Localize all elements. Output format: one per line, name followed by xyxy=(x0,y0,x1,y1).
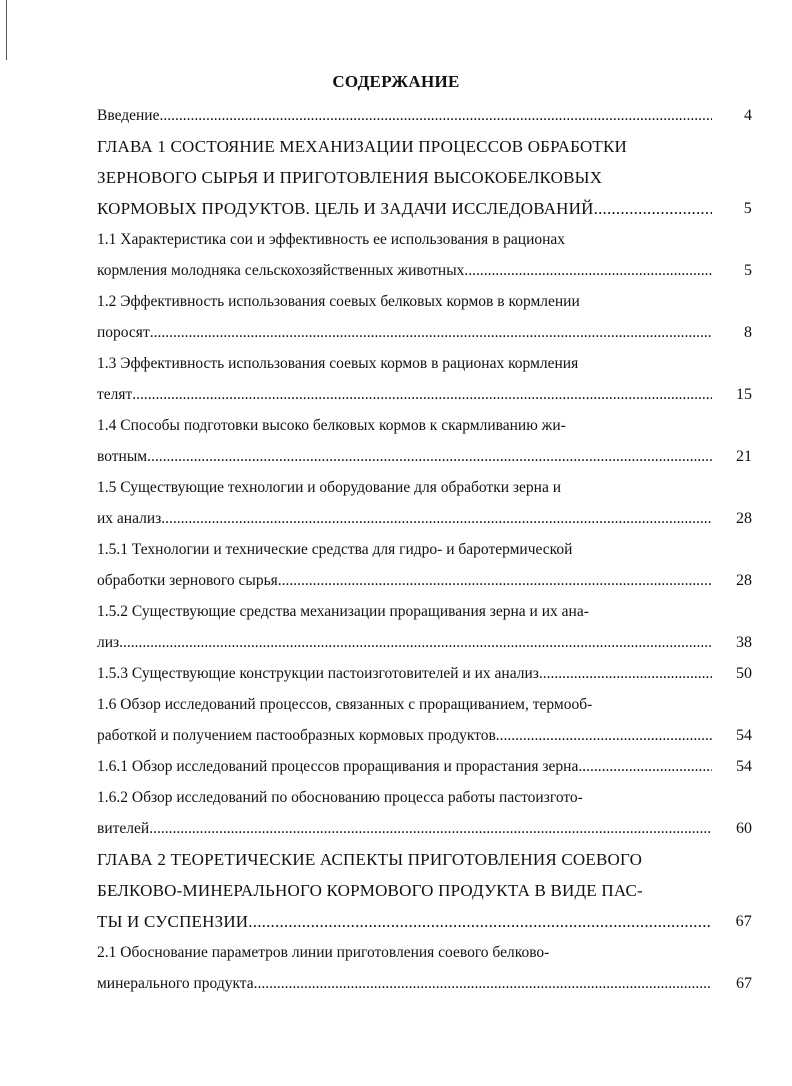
toc-entry-text: работкой и получением пастообразных кормовых продуктов xyxy=(97,727,496,744)
toc-entry-line xyxy=(97,162,752,193)
toc-page-number: 60 xyxy=(736,820,752,837)
dot-leader xyxy=(147,441,712,472)
toc-entry-line xyxy=(97,720,752,751)
toc-entry-text: 1.5.3 Существующие конструкции пастоизготовителей и их анализ xyxy=(97,665,539,682)
dot-leader xyxy=(161,503,712,534)
toc-entry-text: ТЫ И СУСПЕНЗИИ xyxy=(97,912,249,931)
toc-entry-line xyxy=(97,193,752,224)
toc-entry-line xyxy=(97,410,752,441)
toc-page-number: 54 xyxy=(736,727,752,744)
toc-page-number: 54 xyxy=(736,758,752,775)
toc-entry-line xyxy=(97,534,752,565)
dot-leader xyxy=(464,255,712,286)
toc-entry-line xyxy=(97,348,752,379)
toc-page-number: 38 xyxy=(736,634,752,651)
toc-entry-text: БЕЛКОВО-МИНЕРАЛЬНОГО КОРМОВОГО ПРОДУКТА В ВИДЕ ПАС- xyxy=(97,881,643,900)
toc-entry-text: их анализ xyxy=(97,510,162,527)
toc-entry-line xyxy=(97,658,752,689)
dot-leader xyxy=(539,658,712,689)
toc-entry-line xyxy=(97,937,752,968)
toc-entry-text: 1.3 Эффективность использования соевых кормов в рационах кормления xyxy=(97,355,579,372)
toc-entry-line xyxy=(97,472,752,503)
dot-leader xyxy=(578,751,712,782)
dot-leader xyxy=(594,193,712,224)
toc-page-number: 67 xyxy=(736,975,752,992)
toc-entry-text: 1.4 Способы подготовки высоко белковых кормов к скармливанию жи- xyxy=(97,417,566,434)
toc-entry-text: 1.5 Существующие технологии и оборудование для обработки зерна и xyxy=(97,479,562,496)
toc-page-number: 15 xyxy=(736,386,752,403)
toc-entry-text: 1.2 Эффективность использования соевых белковых кормов в кормлении xyxy=(97,293,580,310)
toc-entry-text: обработки зернового сырья xyxy=(97,572,278,589)
toc-entry-text: 1.6 Обзор исследований процессов, связанных с проращиванием, термооб- xyxy=(97,696,593,713)
toc-entry-text: 2.1 Обоснование параметров линии приготовления соевого белково- xyxy=(97,944,550,961)
toc-entry-text: 1.6.2 Обзор исследований по обоснованию процесса работы пастоизгото- xyxy=(97,789,583,806)
toc-entry-text: вотным xyxy=(97,448,148,465)
toc-entry-line xyxy=(97,906,752,937)
toc-page-number: 5 xyxy=(743,200,752,217)
toc-entry-text: ЗЕРНОВОГО СЫРЬЯ И ПРИГОТОВЛЕНИЯ ВЫСОКОБЕЛКОВЫХ xyxy=(97,168,603,187)
toc-page-number: 50 xyxy=(736,665,752,682)
toc-entry-line xyxy=(97,255,752,286)
toc-entry-line xyxy=(97,441,752,472)
toc-title: СОДЕРЖАНИЕ xyxy=(332,72,460,91)
toc-entry-line xyxy=(97,751,752,782)
table-of-contents xyxy=(97,100,752,999)
dot-leader xyxy=(159,100,712,131)
toc-page-number: 67 xyxy=(735,913,752,930)
toc-entry-line xyxy=(97,968,752,999)
toc-entry-text: ГЛАВА 2 ТЕОРЕТИЧЕСКИЕ АСПЕКТЫ ПРИГОТОВЛЕНИЯ СОЕВОГО xyxy=(97,850,643,869)
toc-page-number: 28 xyxy=(736,510,752,527)
toc-page-number: 8 xyxy=(744,324,752,341)
toc-page-number: 28 xyxy=(736,572,752,589)
toc-entry-text: минерального продукта xyxy=(97,975,254,992)
toc-entry-line xyxy=(97,286,752,317)
dot-leader xyxy=(119,627,712,658)
toc-entry-line xyxy=(97,503,752,534)
toc-entry-line xyxy=(97,689,752,720)
toc-entry-line xyxy=(97,100,752,131)
toc-entry-line xyxy=(97,596,752,627)
dot-leader xyxy=(496,720,712,751)
toc-entry-line xyxy=(97,224,752,255)
toc-entry-text: КОРМОВЫХ ПРОДУКТОВ. ЦЕЛЬ И ЗАДАЧИ ИССЛЕДОВАНИЙ xyxy=(97,199,594,218)
toc-entry-text: кормления молодняка сельскохозяйственных животных xyxy=(97,262,465,279)
toc-entry-line xyxy=(97,844,752,875)
toc-entry-text: телят xyxy=(97,386,133,403)
toc-entry-line xyxy=(97,875,752,906)
toc-entry-line xyxy=(97,627,752,658)
toc-entry-text: 1.5.1 Технологии и технические средства для гидро- и баротермической xyxy=(97,541,573,558)
toc-entry-line xyxy=(97,782,752,813)
toc-entry-line xyxy=(97,317,752,348)
toc-entry-text: 1.1 Характеристика сои и эффективность ее использования в рационах xyxy=(97,231,566,248)
dot-leader xyxy=(149,813,712,844)
scan-edge-mark xyxy=(6,0,11,60)
toc-entry-text: 1.6.1 Обзор исследований процессов проращивания и прорастания зерна xyxy=(97,758,579,775)
toc-entry-text: ГЛАВА 1 СОСТОЯНИЕ МЕХАНИЗАЦИИ ПРОЦЕССОВ ОБРАБОТКИ xyxy=(97,137,628,156)
toc-entry-line xyxy=(97,813,752,844)
toc-entry-text: лиз xyxy=(97,634,120,651)
toc-entry-line xyxy=(97,565,752,596)
toc-entry-line xyxy=(97,379,752,410)
toc-entry-text: поросят xyxy=(97,324,150,341)
dot-leader xyxy=(150,317,712,348)
toc-entry-text: Введение xyxy=(97,107,160,124)
toc-entry-text: вителей xyxy=(97,820,150,837)
toc-page-number: 5 xyxy=(744,262,752,279)
dot-leader xyxy=(248,906,712,937)
toc-entry-text: 1.5.2 Существующие средства механизации проращивания зерна и их ана- xyxy=(97,603,589,620)
toc-entry-line xyxy=(97,131,752,162)
dot-leader xyxy=(132,379,712,410)
dot-leader xyxy=(278,565,712,596)
toc-page-number: 4 xyxy=(744,107,752,124)
dot-leader xyxy=(254,968,712,999)
toc-page-number: 21 xyxy=(736,448,752,465)
